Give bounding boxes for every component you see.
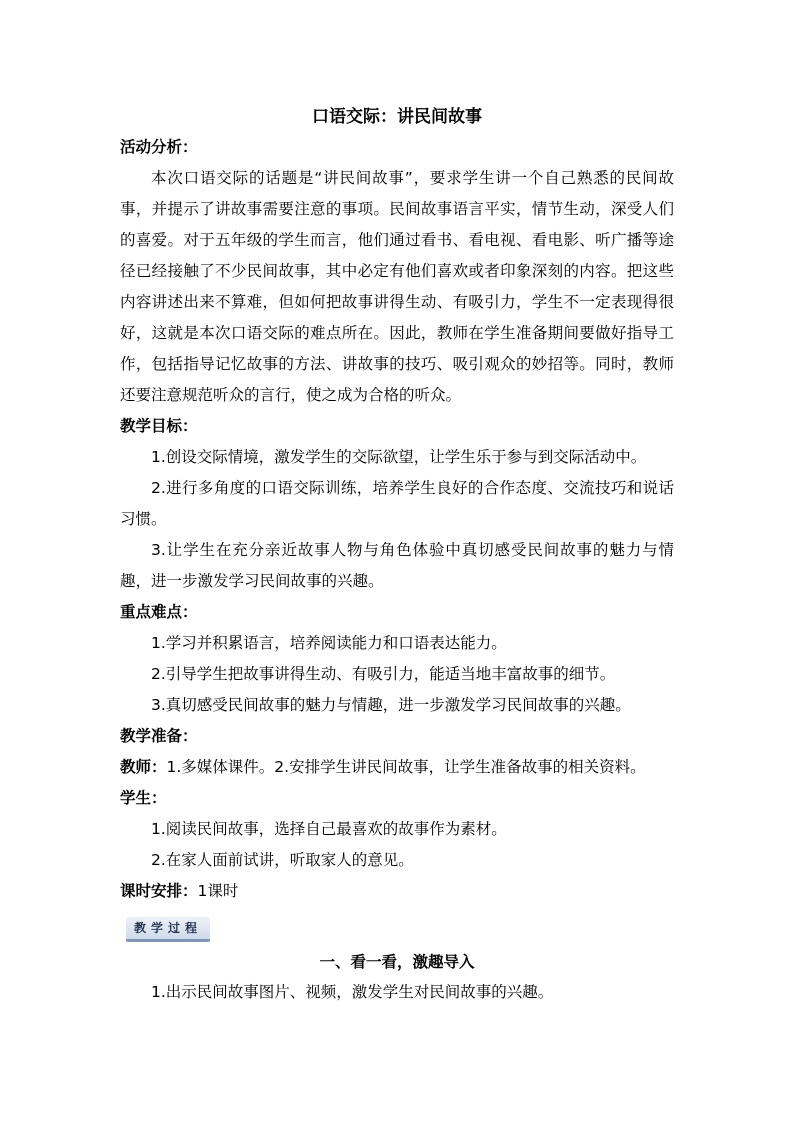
analysis-paragraph: 本次口语交际的话题是“讲民间故事”，要求学生讲一个自己熟悉的民间故事，并提示了讲故事需要注意的事项。民间故事语言平实，情节生动，深受人们的喜爱。对于五年级的学生而言，他们通过看书、看电视、看电影、听广播等途径已经接触了不少民间故事，其中必定有他们喜欢或者印象深刻的内容。把这些内容讲述出来不算难，但如何把故事讲得生动、有吸引力，学生不一定表现得很好，这就是本次口语交际的难点所在。因此，教师在学生准备期间要做好指导工作，包括指导记忆故事的方法、讲故事的技巧、吸引观众的妙招等。同时，教师还要注意规范听众的言行，使之成为合格的听众。 bbox=[120, 169, 674, 404]
student-label: 学生： bbox=[120, 789, 167, 807]
process-badge-row bbox=[120, 907, 674, 947]
section-item: 1.出示民间故事图片、视频，激发学生对民间故事的兴趣。 bbox=[151, 983, 554, 1001]
document-title: 口语交际：讲民间故事 bbox=[312, 107, 482, 127]
goals-heading: 教学目标： bbox=[120, 417, 198, 435]
preparation-heading: 教学准备： bbox=[120, 727, 198, 745]
teacher-label: 教师： bbox=[120, 758, 167, 776]
goal-item: 2.进行多角度的口语交际训练，培养学生良好的合作态度、交流技巧和说话习惯。 bbox=[120, 479, 674, 528]
key-point-item: 1.学习并积累语言，培养阅读能力和口语表达能力。 bbox=[151, 634, 507, 652]
process-badge: 教学过程 bbox=[126, 917, 210, 942]
goal-item: 3.让学生在充分亲近故事人物与角色体验中真切感受民间故事的魅力与情趣，进一步激发学习民间故事的兴趣。 bbox=[120, 541, 674, 590]
student-preparation-item: 2.在家人面前试讲，听取家人的意见。 bbox=[151, 851, 414, 869]
schedule-line bbox=[120, 876, 674, 907]
teacher-preparation bbox=[120, 752, 674, 783]
teacher-text: 1.多媒体课件。2.安排学生讲民间故事，让学生准备故事的相关资料。 bbox=[166, 758, 646, 776]
key-point-item: 3.真切感受民间故事的魅力与情趣，进一步激发学习民间故事的兴趣。 bbox=[151, 696, 631, 714]
section-title: 一、看一看，激趣导入 bbox=[319, 953, 475, 971]
goal-item: 1.创设交际情境，激发学生的交际欲望，让学生乐于参与到交际活动中。 bbox=[151, 448, 647, 466]
key-points-heading: 重点难点： bbox=[120, 603, 198, 621]
key-point-item: 2.引导学生把故事讲得生动、有吸引力，能适当地丰富故事的细节。 bbox=[151, 665, 616, 683]
student-preparation-item: 1.阅读民间故事，选择自己最喜欢的故事作为素材。 bbox=[151, 820, 507, 838]
schedule-value: 1课时 bbox=[197, 882, 239, 900]
document-body bbox=[120, 102, 674, 1008]
analysis-heading: 活动分析： bbox=[120, 138, 198, 156]
schedule-label: 课时安排： bbox=[120, 882, 198, 900]
